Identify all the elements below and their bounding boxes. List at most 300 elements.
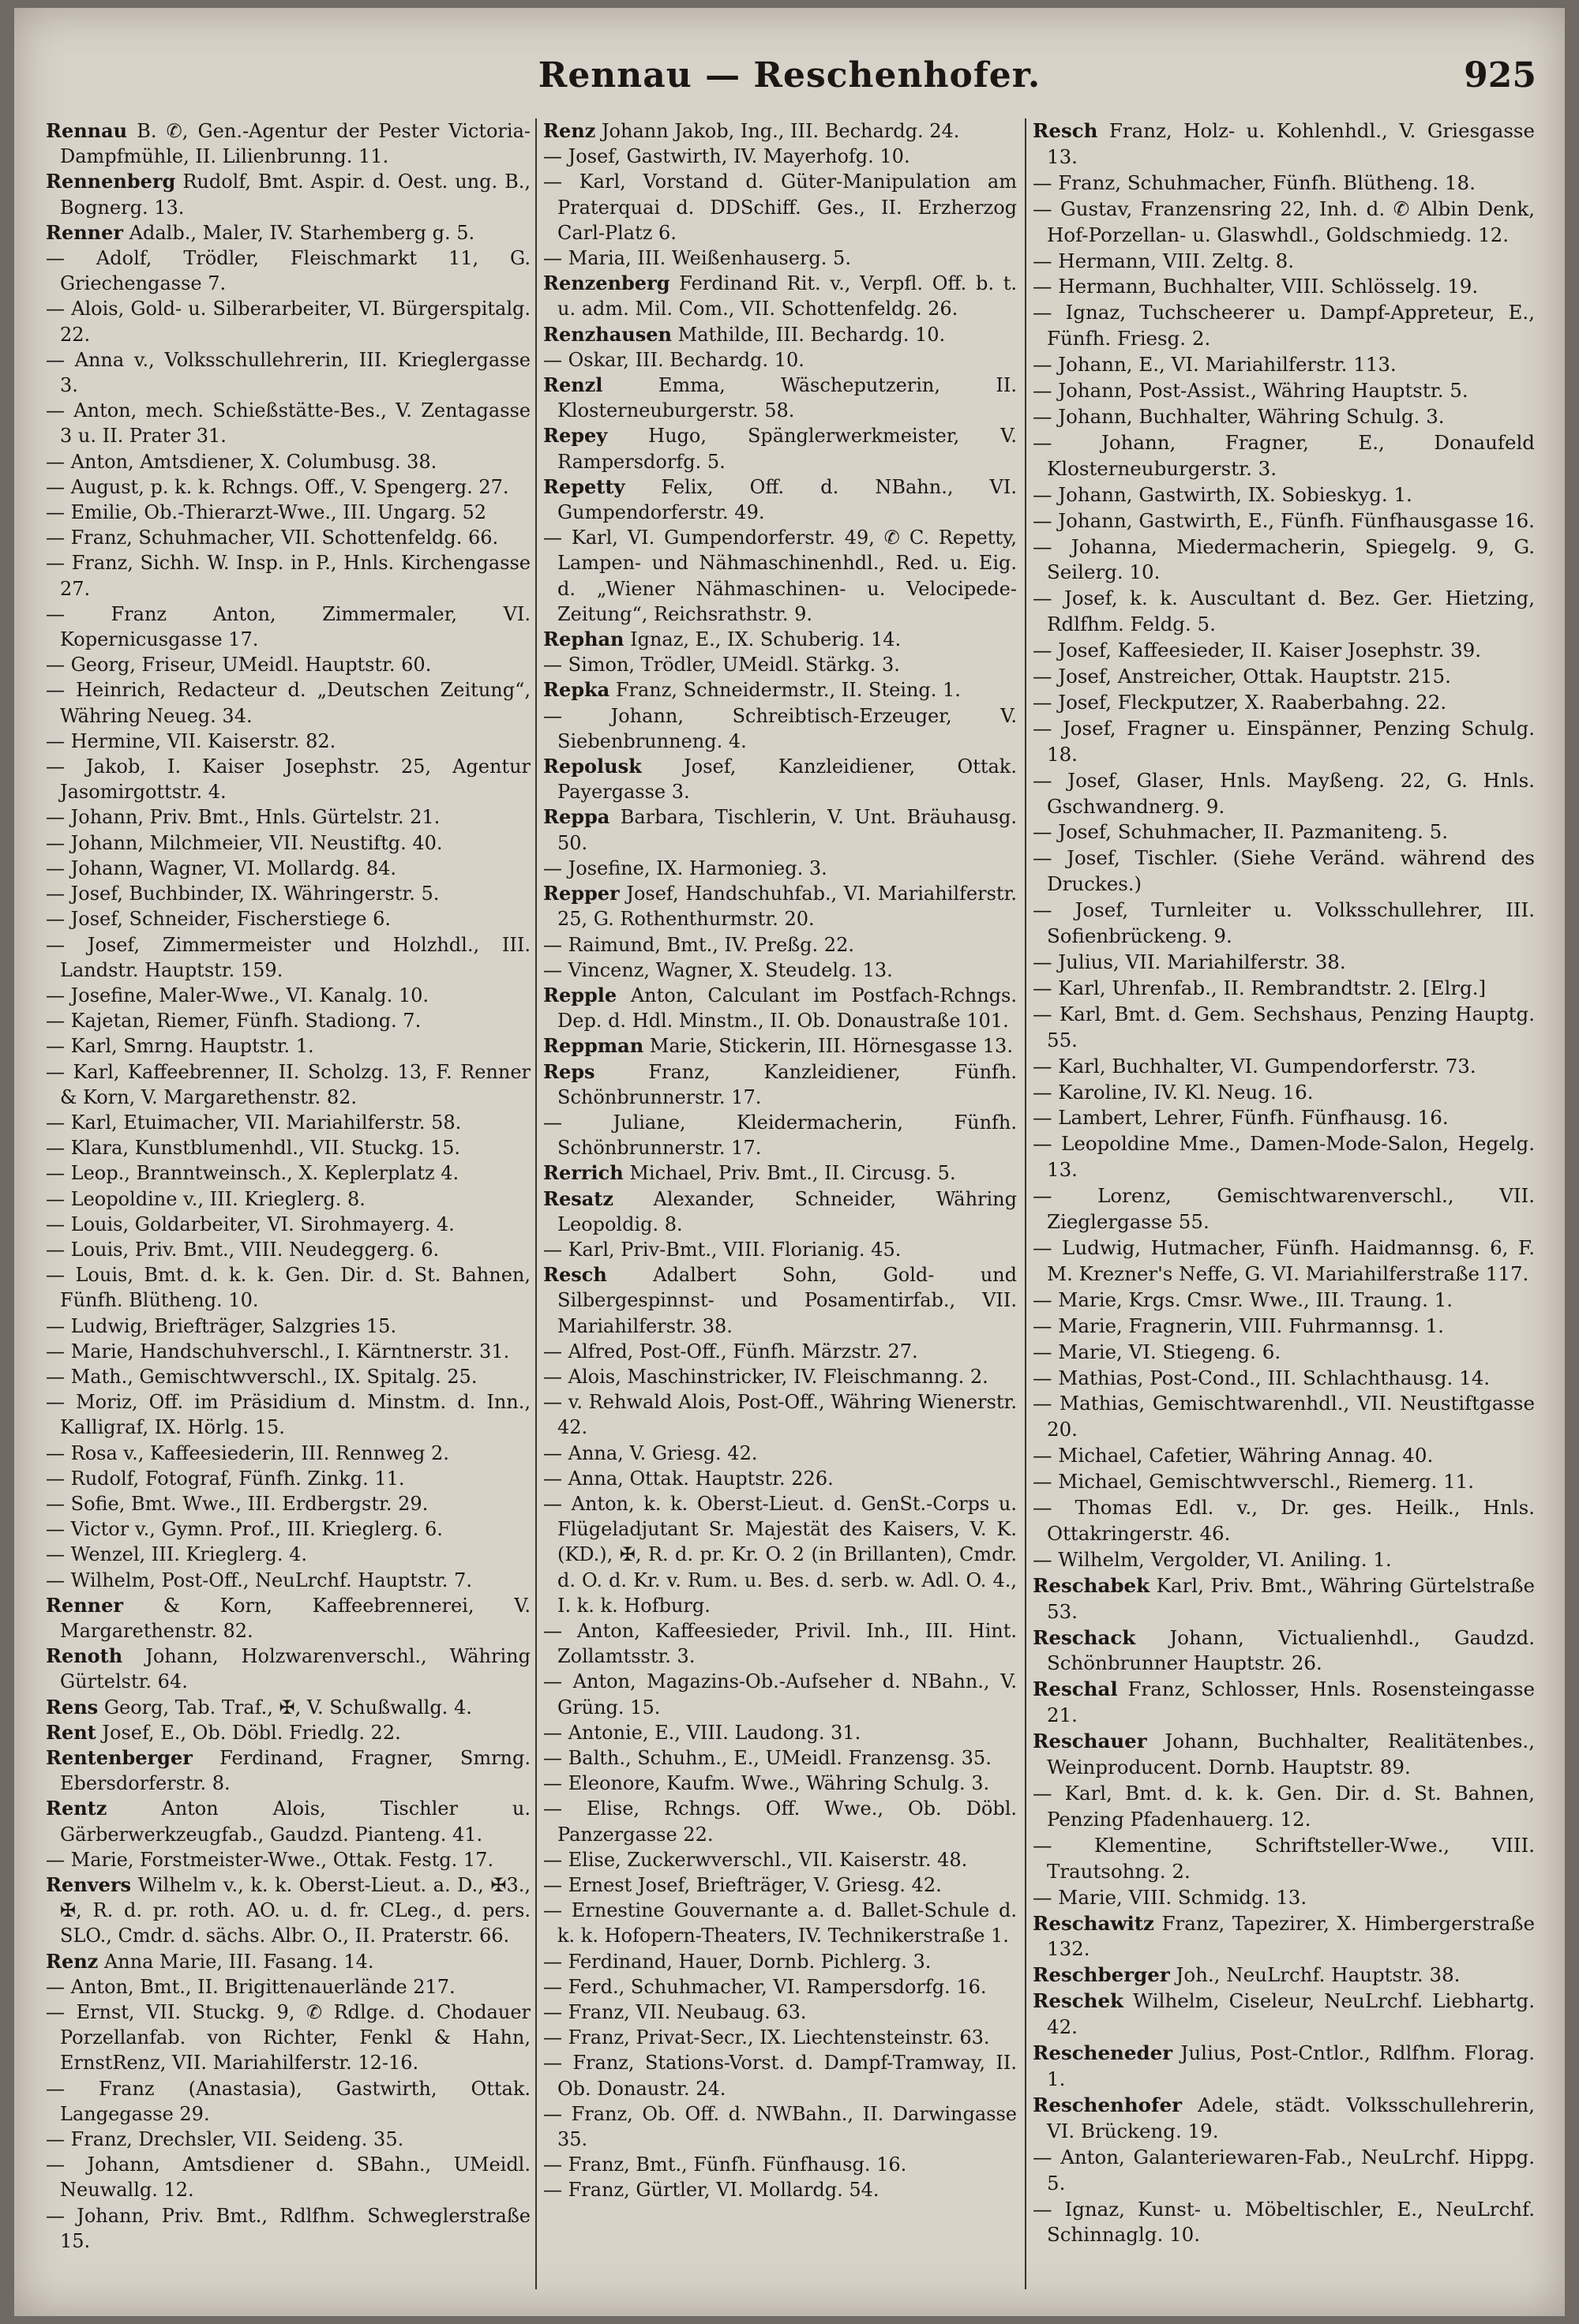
entry-surname: Resatz <box>543 1186 613 1210</box>
running-title: Rennau — Reschenhofer. <box>538 55 1041 96</box>
entry-surname: Repey <box>543 424 608 448</box>
directory-entry <box>1033 1391 1535 1443</box>
entry-surname: Renzl <box>543 373 603 397</box>
directory-entry <box>1033 404 1535 430</box>
directory-entry <box>543 423 1017 474</box>
directory-entry <box>46 1949 531 1974</box>
entry-text: — Vincenz, Wagner, X. Steudelg. 13. <box>543 958 893 981</box>
entry-text: — Jakob, I. Kaiser Josephstr. 25, Agentur Jasomirgottstr. 4. <box>46 755 531 804</box>
directory-entry <box>46 602 531 652</box>
entry-text: — Elise, Rchngs. Off. Wwe., Ob. Döbl. Panzergasse 22. <box>543 1797 1017 1846</box>
directory-entry <box>1033 508 1535 534</box>
entry-text: — Karl, Kaffeebrenner, II. Scholzg. 13, F. Renner & Korn, V. Margarethenstr. 82. <box>46 1060 531 1108</box>
directory-entry <box>46 1441 531 1466</box>
entry-text: Ferdinand Rit. v., Verpfl. Off. b. t. u. adm. Mil. Com., VII. Schottenfeldg. 26. <box>557 272 1017 320</box>
entry-surname: Renner <box>46 1593 124 1617</box>
directory-entry <box>1033 1547 1535 1573</box>
entry-text: Karl, Priv. Bmt., Währing Gürtelstraße 53. <box>1047 1573 1535 1623</box>
directory-entry <box>543 1974 1017 2000</box>
directory-entry <box>543 144 1017 169</box>
directory-entry <box>46 474 531 500</box>
entry-text: — Josef, Turnleiter u. Volksschullehrer, III. Sofienbrückeng. 9. <box>1033 898 1535 948</box>
entry-text: — Michael, Gemischtwverschl., Riemerg. 11. <box>1033 1470 1475 1494</box>
entry-text: — Anton, Kaffeesieder, Privil. Inh., III. Hint. Zollamtsstr. 3. <box>543 1619 1017 1668</box>
directory-entry <box>543 2050 1017 2101</box>
directory-entry <box>46 983 531 1008</box>
directory-entry <box>1033 1105 1535 1131</box>
directory-entry <box>46 1516 531 1542</box>
entry-surname: Resch <box>1033 119 1098 142</box>
directory-entry <box>543 373 1017 423</box>
entry-surname: Rescheneder <box>1033 2041 1173 2065</box>
entry-surname: Repka <box>543 678 610 702</box>
directory-entry <box>543 983 1017 1033</box>
directory-entry <box>543 1898 1017 1948</box>
entry-text: — Math., Gemischtwverschl., IX. Spitalg. 25. <box>46 1365 478 1388</box>
directory-entry <box>1033 197 1535 249</box>
entry-text: — Adolf, Trödler, Fleischmarkt 11, G. Griechengasse 7. <box>46 247 531 295</box>
directory-entry <box>46 856 531 881</box>
directory-entry <box>543 1033 1017 1059</box>
entry-text: — Johann, E., VI. Mariahilferstr. 113. <box>1033 353 1397 377</box>
directory-entry <box>1033 586 1535 638</box>
directory-entry <box>46 1364 531 1389</box>
entry-text: Rudolf, Bmt. Aspir. d. Oest. ung. B., Bognerg. 13. <box>60 171 531 219</box>
entry-text: — Anton, Amtsdiener, X. Columbusg. 38. <box>46 450 437 473</box>
directory-entry <box>46 1872 531 1949</box>
entry-text: — Johann, Fragner, E., Donaufeld Klosterneuburgerstr. 3. <box>1033 430 1535 480</box>
entry-text: Johann, Buchhalter, Realitätenbes., Weinproducent. Dornb. Hauptstr. 89. <box>1047 1730 1535 1779</box>
directory-entry <box>1033 1781 1535 1833</box>
directory-entry <box>46 1135 531 1160</box>
directory-entry <box>46 220 531 246</box>
directory-entry <box>46 652 531 677</box>
directory-entry <box>46 1160 531 1186</box>
directory-entry <box>46 246 531 296</box>
entry-text: — Karl, Buchhalter, VI. Gumpendorferstr. 73. <box>1033 1054 1476 1078</box>
entry-surname: Reschenhofer <box>1033 2093 1183 2116</box>
entry-text: — Josefine, IX. Harmonieg. 3. <box>543 857 827 879</box>
directory-entry <box>543 2025 1017 2050</box>
entry-text: Emma, Wäscheputzerin, II. Klosterneuburgerstr. 58. <box>557 374 1017 422</box>
directory-entry <box>1033 1911 1535 1963</box>
entry-text: — Karoline, IV. Kl. Neug. 16. <box>1033 1080 1314 1104</box>
entry-surname: Rerrich <box>543 1161 624 1185</box>
directory-entry <box>543 1949 1017 1974</box>
directory-entry <box>46 296 531 347</box>
entry-surname: Reschabek <box>1033 1573 1150 1597</box>
entry-text: — Anton, mech. Schießstätte-Bes., V. Zentagasse 3 u. II. Prater 31. <box>46 399 531 448</box>
entry-text: Marie, Stickerin, III. Hörnesgasse 13. <box>649 1035 1013 1058</box>
entry-surname: Rent <box>46 1720 96 1744</box>
directory-entry <box>1033 1625 1535 1677</box>
entry-text: — Josef, Schuhmacher, II. Pazmaniteng. 5. <box>1033 820 1449 844</box>
directory-entry <box>1033 664 1535 690</box>
entry-text: — Ludwig, Hutmacher, Fünfh. Haidmannsg. 6, F. M. Krezner's Neffe, G. VI. Mariahilferstraße 117. <box>1033 1235 1535 1285</box>
entry-surname: Renoth <box>46 1644 123 1668</box>
entry-text: Felix, Off. d. NBahn., VI. Gumpendorferstr. 49. <box>557 475 1017 524</box>
entry-text: — Josef, Anstreicher, Ottak. Hauptstr. 215. <box>1033 665 1451 688</box>
directory-entry <box>543 2000 1017 2025</box>
entry-text: — Hermann, Buchhalter, VIII. Schlösselg. 19. <box>1033 275 1479 298</box>
entry-text: — Franz, Drechsler, VII. Seideng. 35. <box>46 2128 404 2151</box>
entry-text: — Josef, Schneider, Fischerstiege 6. <box>46 908 391 931</box>
entry-text: — Rudolf, Fotograf, Fünfh. Zinkg. 11. <box>46 1467 405 1490</box>
entry-text: — Josef, Fleckputzer, X. Raaberbahng. 22. <box>1033 690 1447 714</box>
directory-entry <box>46 1568 531 1593</box>
directory-entry <box>1033 1443 1535 1469</box>
directory-entry <box>1033 171 1535 197</box>
entry-text: Alexander, Schneider, Währing Leopoldig. 8. <box>557 1187 1017 1235</box>
directory-entry <box>46 2000 531 2076</box>
entry-text: — Hermann, VIII. Zeltg. 8. <box>1033 249 1294 272</box>
entry-text: Franz, Tapezirer, X. Himbergerstraße 132. <box>1047 1911 1535 1961</box>
directory-entry <box>46 1644 531 1694</box>
entry-text: — Karl, Bmt. d. k. k. Gen. Dir. d. St. Bahnen, Penzing Pfadenhauerg. 12. <box>1033 1782 1535 1831</box>
directory-entry <box>46 398 531 448</box>
entry-text: — Michael, Cafetier, Währing Annag. 40. <box>1033 1444 1434 1467</box>
entry-text: — Wilhelm, Vergolder, VI. Aniling. 1. <box>1033 1547 1392 1571</box>
directory-entry <box>543 1262 1017 1339</box>
directory-entry <box>543 322 1017 347</box>
entry-text: — Marie, Krgs. Cmsr. Wwe., III. Traung. 1. <box>1033 1288 1453 1311</box>
directory-entry <box>1033 845 1535 898</box>
entry-text: — Alfred, Post-Off., Fünfh. Märzstr. 27. <box>543 1340 918 1363</box>
directory-entry <box>1033 274 1535 300</box>
entry-text: — Ernestine Gouvernante a. d. Ballet-Schule d. k. k. Hofopern-Theaters, IV. Technikerstraße 1. <box>543 1899 1017 1947</box>
directory-entry <box>46 1237 531 1262</box>
entry-text: — Alois, Gold- u. Silberarbeiter, VI. Bürgerspitalg. 22. <box>46 298 531 346</box>
directory-entry <box>46 1008 531 1033</box>
entry-text: — Ignaz, Kunst- u. Möbeltischler, E., NeuLrchf. Schinnaglg. 10. <box>1033 2197 1535 2247</box>
entry-text: — Heinrich, Redacteur d. „Deutschen Zeitung“, Währing Neueg. 34. <box>46 679 531 727</box>
directory-entry <box>1033 2093 1535 2145</box>
entry-text: — Josef, Zimmermeister und Holzhdl., III. Landstr. Hauptstr. 159. <box>46 933 531 981</box>
entry-text: Franz, Schlosser, Hnls. Rosensteingasse 21. <box>1047 1677 1535 1727</box>
entry-text: Ignaz, E., IX. Schuberig. 14. <box>630 628 902 651</box>
entry-text: — Johann, Priv. Bmt., Rdlfhm. Schweglerstraße 15. <box>46 2204 531 2252</box>
directory-entry <box>543 2177 1017 2202</box>
directory-page <box>14 8 1565 2316</box>
entry-surname: Repolusk <box>543 755 642 778</box>
entry-text: — Franz, Privat-Secr., IX. Liechtensteinstr. 63. <box>543 2026 990 2049</box>
directory-entry <box>543 1847 1017 1872</box>
directory-entry <box>46 118 531 169</box>
directory-entry <box>1033 1183 1535 1235</box>
directory-entry <box>1033 1288 1535 1314</box>
directory-entry <box>1033 1314 1535 1340</box>
entry-text: — Juliane, Kleidermacherin, Fünfh. Schönbrunnerstr. 17. <box>543 1111 1017 1160</box>
directory-entry <box>46 1212 531 1237</box>
directory-entry <box>1033 352 1535 378</box>
entry-surname: Renzhausen <box>543 322 672 346</box>
directory-entry <box>543 1364 1017 1389</box>
directory-entry <box>46 347 531 398</box>
directory-entry <box>46 1542 531 1567</box>
entry-surname: Renz <box>46 1949 99 1973</box>
entry-text: — Leopoldine v., III. Krieglerg. 8. <box>46 1187 366 1210</box>
directory-entry <box>543 1466 1017 1491</box>
entry-text: — Moriz, Off. im Präsidium d. Minstm. d. Inn., Kalligraf, IX. Hörlg. 15. <box>46 1391 531 1439</box>
directory-entry <box>543 1745 1017 1771</box>
directory-entry <box>543 1339 1017 1364</box>
entry-text: — Mathias, Gemischtwarenhdl., VII. Neustiftgasse 20. <box>1033 1392 1535 1441</box>
entry-text: — Franz, VII. Neubaug. 63. <box>543 2001 807 2024</box>
entry-text: Adele, städt. Volksschullehrerin, VI. Brückeng. 19. <box>1047 2093 1535 2142</box>
entry-text: — Johann, Milchmeier, VII. Neustiftg. 40. <box>46 831 443 854</box>
directory-columns <box>14 118 1565 2289</box>
entry-text: — Karl, Bmt. d. Gem. Sechshaus, Penzing Hauptg. 55. <box>1033 1002 1535 1051</box>
entry-text: — Hermine, VII. Kaiserstr. 82. <box>46 729 336 752</box>
entry-surname: Resch <box>543 1263 607 1287</box>
directory-entry <box>1033 1366 1535 1392</box>
entry-text: — Anna, Ottak. Hauptstr. 226. <box>543 1467 834 1490</box>
directory-entry <box>543 856 1017 881</box>
entry-text: Josef, Kanzleidiener, Ottak. Payergasse 3. <box>557 755 1017 804</box>
directory-entry <box>543 652 1017 677</box>
directory-entry <box>543 2152 1017 2177</box>
entry-text: — v. Rehwald Alois, Post-Off., Währing Wienerstr. 42. <box>543 1391 1017 1439</box>
entry-surname: Renvers <box>46 1873 132 1897</box>
directory-entry <box>1033 1833 1535 1885</box>
directory-entry <box>46 500 531 525</box>
entry-surname: Reppa <box>543 805 610 829</box>
entry-text: — Franz, Ob. Off. d. NWBahn., II. Darwingasse 35. <box>543 2102 1017 2151</box>
directory-entry <box>543 627 1017 652</box>
entry-text: — Johann, Amtsdiener d. SBahn., UMeidl. Neuwallg. 12. <box>46 2153 531 2202</box>
directory-entry <box>46 1720 531 1745</box>
column-divider <box>1025 118 1026 2289</box>
entry-text: — Josef, k. k. Auscultant d. Bez. Ger. Hietzing, Rdlfhm. Feldg. 5. <box>1033 587 1535 636</box>
entry-text: — Thomas Edl. v., Dr. ges. Heilk., Hnls. Ottakringerstr. 46. <box>1033 1496 1535 1545</box>
entry-text: — Johann, Gastwirth, E., Fünfh. Fünfhausgasse 16. <box>1033 508 1535 532</box>
column-3 <box>1033 118 1535 2289</box>
directory-entry <box>543 1796 1017 1846</box>
entry-surname: Rennau <box>46 119 128 142</box>
entry-text: Barbara, Tischlerin, V. Unt. Bräuhausg. 50. <box>557 806 1017 854</box>
entry-surname: Rennenberg <box>46 170 176 193</box>
directory-entry <box>46 1314 531 1339</box>
entry-surname: Reppman <box>543 1034 644 1058</box>
entry-surname: Repple <box>543 983 617 1006</box>
directory-entry <box>543 246 1017 271</box>
directory-entry <box>1033 690 1535 716</box>
directory-entry <box>46 1033 531 1059</box>
entry-text: Michael, Priv. Bmt., II. Circusg. 5. <box>629 1162 956 1185</box>
entry-surname: Reschauer <box>1033 1730 1147 1753</box>
entry-text: Anton, Calculant im Postfach-Rchngs. Dep. d. Hdl. Minstm., II. Ob. Donaustraße 101. <box>557 984 1017 1033</box>
directory-entry <box>1033 1002 1535 1054</box>
directory-entry <box>543 1720 1017 1745</box>
entry-text: — Franz, Gürtler, VI. Mollardg. 54. <box>543 2179 880 2202</box>
directory-entry <box>46 1389 531 1440</box>
entry-text: — Mathias, Post-Cond., III. Schlachthausg. 14. <box>1033 1366 1491 1389</box>
directory-entry <box>46 2076 531 2127</box>
entry-text: — Julius, VII. Mariahilferstr. 38. <box>1033 950 1346 973</box>
directory-entry <box>46 1059 531 1110</box>
entry-text: — Georg, Friseur, UMeidl. Hauptstr. 60. <box>46 654 432 677</box>
entry-text: — Marie, Handschuhverschl., I. Kärntnerstr. 31. <box>46 1340 510 1363</box>
entry-text: — Eleonore, Kaufm. Wwe., Währing Schulg. 3. <box>543 1772 990 1795</box>
directory-entry <box>1033 482 1535 508</box>
directory-entry <box>1033 1677 1535 1729</box>
entry-text: — Josefine, Maler-Wwe., VI. Kanalg. 10. <box>46 984 429 1006</box>
directory-entry <box>46 830 531 856</box>
entry-surname: Repper <box>543 882 620 905</box>
directory-entry <box>46 1593 531 1644</box>
entry-text: — Alois, Maschinstricker, IV. Fleischmanng. 2. <box>543 1365 988 1388</box>
directory-entry <box>543 932 1017 958</box>
entry-text: Wilhelm v., k. k. Oberst-Lieut. a. D., ✠3., ✠, R. d. pr. roth. AO. u. d. fr. CLeg., d. pers. SLO., Cmdr. d. sächs. Albr. O., II. Praterstr. 66. <box>60 1874 531 1947</box>
entry-surname: Reschberger <box>1033 1963 1170 1987</box>
entry-text: — Karl, Smrng. Hauptstr. 1. <box>46 1035 314 1058</box>
directory-entry <box>46 1110 531 1135</box>
entry-text: Adalbert Sohn, Gold- und Silbergespinnst- und Posamentirfab., VII. Mariahilferstr. 38. <box>557 1264 1017 1337</box>
directory-entry <box>46 449 531 474</box>
entry-text: — Josef, Fragner u. Einspänner, Penzing Schulg. 18. <box>1033 716 1535 766</box>
column-1 <box>46 118 531 2289</box>
entry-text: Anton Alois, Tischler u. Gärberwerkzeugfab., Gaudzd. Pianteng. 41. <box>60 1797 531 1846</box>
entry-text: — Victor v., Gymn. Prof., III. Krieglerg. 6. <box>46 1518 443 1541</box>
entry-text: — Franz, Schuhmacher, VII. Schottenfeldg. 66. <box>46 527 499 549</box>
entry-text: — Ernst, VII. Stuckg. 9, ✆ Rdlge. d. Chodauer Porzellanfab. von Richter, Fenkl & Hahn, ErnstRenz, VII. Mariahilferstr. 12-16. <box>46 2001 531 2075</box>
entry-text: Adalb., Maler, IV. Starhemberg g. 5. <box>129 221 475 244</box>
directory-entry <box>46 1796 531 1846</box>
directory-entry <box>46 1974 531 2000</box>
directory-entry <box>543 1110 1017 1160</box>
entry-text: — Lorenz, Gemischtwarenverschl., VII. Zieglergasse 55. <box>1033 1184 1535 1234</box>
entry-text: — Louis, Goldarbeiter, VI. Sirohmayerg. 4. <box>46 1213 455 1235</box>
entry-text: — Ludwig, Briefträger, Salzgries 15. <box>46 1314 397 1337</box>
directory-entry <box>1033 1729 1535 1781</box>
entry-text: — Gustav, Franzensring 22, Inh. d. ✆ Albin Denk, Hof-Porzellan- u. Glaswhdl., Goldschmiedg. 12. <box>1033 197 1535 246</box>
entry-surname: Reschawitz <box>1033 1911 1154 1935</box>
directory-entry <box>46 1745 531 1796</box>
directory-entry <box>46 550 531 601</box>
directory-entry <box>46 525 531 550</box>
directory-entry <box>46 1695 531 1720</box>
entry-text: — Josef, Tischler. (Siehe Veränd. während des Druckes.) <box>1033 846 1535 896</box>
entry-text: — Maria, III. Weißenhauserg. 5. <box>543 247 851 270</box>
directory-entry <box>543 804 1017 855</box>
directory-entry <box>46 169 531 219</box>
entry-text: — Sofie, Bmt. Wwe., III. Erdbergstr. 29. <box>46 1492 429 1515</box>
directory-entry <box>543 271 1017 321</box>
entry-surname: Reschek <box>1033 1989 1124 2013</box>
entry-text: — Johann, Post-Assist., Währing Hauptstr. 5. <box>1033 379 1468 403</box>
directory-entry <box>543 881 1017 931</box>
entry-text: Wilhelm, Ciseleur, NeuLrchf. Liebhartg. 42. <box>1047 1989 1535 2039</box>
entry-text: — Anton, Bmt., II. Brigittenauerlände 217. <box>46 1975 456 1998</box>
column-divider <box>535 118 537 2289</box>
entry-text: — Ferdinand, Hauer, Dornb. Pichlerg. 3. <box>543 1950 932 1973</box>
entry-text: — Johann, Buchhalter, Währing Schulg. 3. <box>1033 404 1445 428</box>
directory-entry <box>1033 1080 1535 1106</box>
entry-text: — Elise, Zuckerwverschl., VII. Kaiserstr. 48. <box>543 1848 968 1871</box>
entry-text: — Rosa v., Kaffeesiederin, III. Rennweg 2. <box>46 1441 449 1464</box>
entry-text: — Klementine, Schriftsteller-Wwe., VIII. Trautsohng. 2. <box>1033 1833 1535 1883</box>
entry-text: Julius, Post-Cntlor., Rdlfhm. Florag. 1. <box>1047 2041 1535 2090</box>
directory-entry <box>543 1389 1017 1440</box>
entry-text: — August, p. k. k. Rchngs. Off., V. Spengerg. 27. <box>46 475 509 498</box>
directory-entry <box>1033 1989 1535 2041</box>
entry-text: Franz, Schneidermstr., II. Steing. 1. <box>615 679 961 702</box>
directory-entry <box>46 2203 531 2254</box>
entry-text: Joh., NeuLrchf. Hauptstr. 38. <box>1176 1963 1461 1987</box>
directory-entry <box>46 1847 531 1872</box>
entry-text: — Ferd., Schuhmacher, VI. Rampersdorfg. 16. <box>543 1975 987 1998</box>
directory-entry <box>543 1491 1017 1618</box>
entry-text: — Klara, Kunstblumenhdl., VII. Stuckg. 15. <box>46 1137 461 1160</box>
entry-text: — Franz, Sichh. W. Insp. in P., Hnls. Kirchengasse 27. <box>46 552 531 600</box>
directory-entry <box>46 2127 531 2152</box>
entry-text: — Marie, VIII. Schmidg. 13. <box>1033 1885 1307 1909</box>
entry-text: — Karl, Uhrenfab., II. Rembrandtstr. 2. [Elrg.] <box>1033 976 1487 999</box>
entry-text: — Johann, Wagner, VI. Mollardg. 84. <box>46 857 397 879</box>
entry-surname: Reps <box>543 1059 595 1083</box>
directory-entry <box>543 474 1017 525</box>
directory-entry <box>543 703 1017 754</box>
entry-text: Josef, E., Ob. Döbl. Friedlg. 22. <box>102 1721 401 1744</box>
directory-entry <box>543 1618 1017 1669</box>
directory-entry <box>1033 1340 1535 1366</box>
directory-entry <box>1033 2041 1535 2093</box>
entry-surname: Renz <box>543 119 596 142</box>
entry-text: — Leopoldine Mme., Damen-Mode-Salon, Hegelg. 13. <box>1033 1132 1535 1182</box>
entry-text: — Antonie, E., VIII. Laudong. 31. <box>543 1721 861 1744</box>
directory-entry <box>543 1059 1017 1110</box>
directory-entry <box>1033 716 1535 768</box>
entry-surname: Rens <box>46 1695 99 1719</box>
entry-text: — Wilhelm, Post-Off., NeuLrchf. Hauptstr. 7. <box>46 1569 472 1591</box>
entry-text: Franz, Kanzleidiener, Fünfh. Schönbrunnerstr. 17. <box>557 1060 1017 1108</box>
directory-entry <box>1033 534 1535 587</box>
directory-entry <box>46 754 531 804</box>
directory-entry <box>46 906 531 931</box>
entry-text: — Karl, Etuimacher, VII. Mariahilferstr. 58. <box>46 1111 462 1134</box>
entry-text: — Marie, Forstmeister-Wwe., Ottak. Festg. 17. <box>46 1848 494 1871</box>
column-2 <box>543 118 1017 2289</box>
entry-surname: Reschal <box>1033 1677 1118 1701</box>
directory-entry <box>543 1669 1017 1719</box>
directory-entry <box>46 1262 531 1313</box>
entry-text: — Ernest Josef, Briefträger, V. Griesg. 42. <box>543 1874 942 1897</box>
entry-surname: Rentz <box>46 1797 107 1820</box>
entry-text: — Franz, Bmt., Fünfh. Fünfhausg. 16. <box>543 2153 907 2176</box>
directory-entry <box>1033 976 1535 1002</box>
entry-text: — Karl, VI. Gumpendorferstr. 49, ✆ C. Repetty, Lampen- und Nähmaschinenhdl., Red. u. Eig. d. „Wiener Nähmaschinen- u. Velocipede-Zeitung“, Reichsrathstr. 9. <box>543 527 1017 625</box>
entry-text: — Leop., Branntweinsch., X. Keplerplatz 4. <box>46 1162 459 1185</box>
entry-surname: Renzenberg <box>543 272 670 295</box>
directory-entry <box>543 2101 1017 2152</box>
directory-entry <box>1033 950 1535 976</box>
directory-entry <box>543 525 1017 627</box>
page-number: 925 <box>1464 55 1536 96</box>
entry-text: Anna Marie, III. Fasang. 14. <box>103 1950 374 1973</box>
entry-surname: Rentenberger <box>46 1746 193 1769</box>
directory-entry <box>1033 898 1535 950</box>
directory-entry <box>1033 1054 1535 1080</box>
entry-text: B. ✆, Gen.-Agentur der Pester Victoria-Dampfmühle, II. Lilienbrunng. 11. <box>60 120 531 168</box>
directory-entry <box>46 881 531 906</box>
entry-text: — Marie, VI. Stiegeng. 6. <box>1033 1340 1281 1363</box>
directory-entry <box>1033 249 1535 275</box>
directory-entry <box>543 1160 1017 1186</box>
entry-text: — Kajetan, Riemer, Fünfh. Stadiong. 7. <box>46 1010 422 1033</box>
entry-text: — Louis, Priv. Bmt., VIII. Neudeggerg. 6. <box>46 1238 440 1261</box>
directory-entry <box>46 1339 531 1364</box>
entry-text: — Johann, Gastwirth, IX. Sobieskyg. 1. <box>1033 482 1412 506</box>
